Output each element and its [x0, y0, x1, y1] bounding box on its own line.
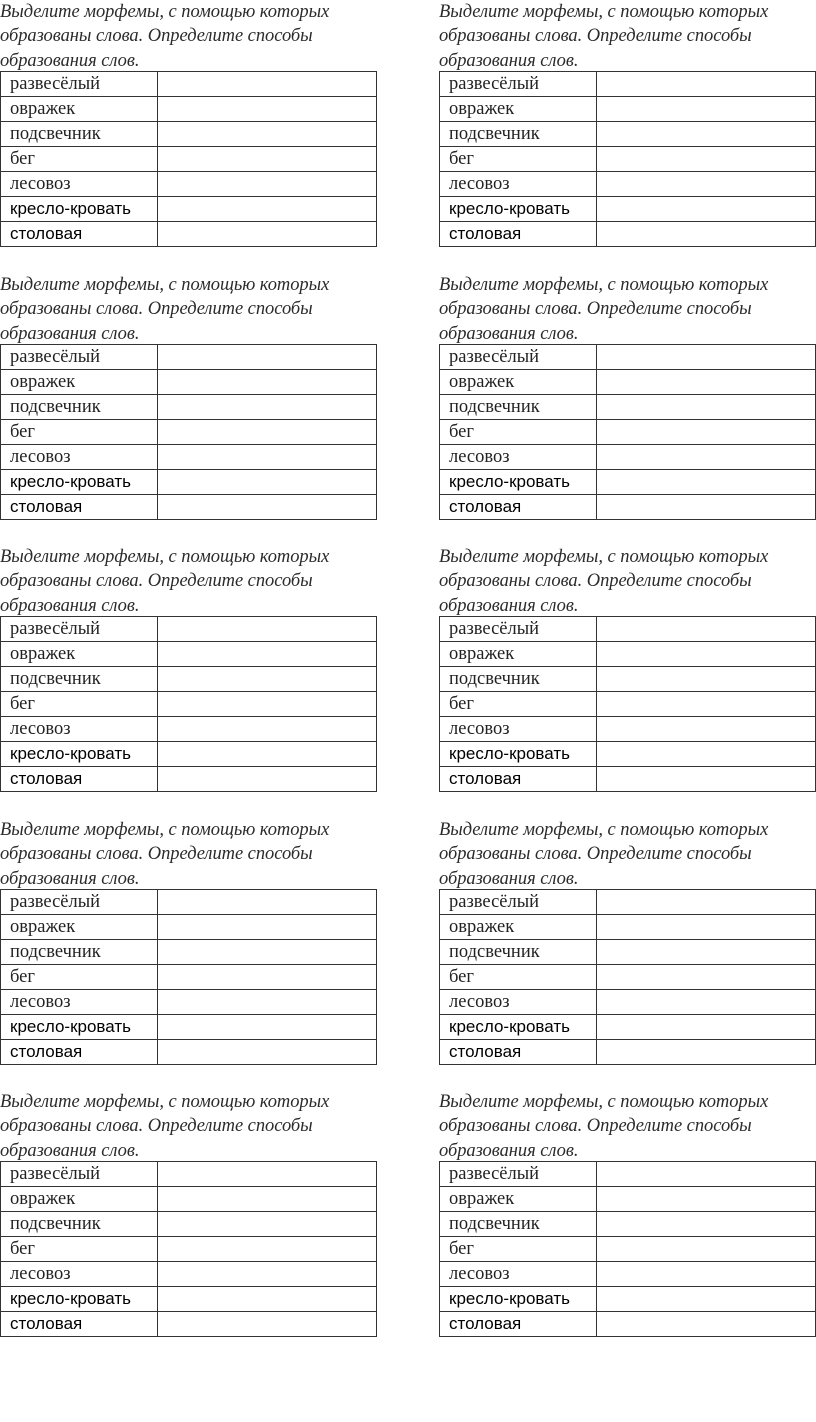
- word-row: [440, 890, 816, 915]
- word-row: [1, 172, 377, 197]
- word-table: [0, 1161, 377, 1337]
- word-row: [440, 1212, 816, 1237]
- word-cell: бег: [440, 965, 597, 990]
- answer-cell[interactable]: [597, 122, 816, 147]
- word-cell: подсвечник: [1, 395, 158, 420]
- word-cell: бег: [440, 692, 597, 717]
- answer-cell[interactable]: [597, 617, 816, 642]
- word-cell: овражек: [440, 915, 597, 940]
- word-row: [440, 345, 816, 370]
- word-row: [440, 965, 816, 990]
- word-cell: развесёлый: [440, 1162, 597, 1187]
- word-cell: овражек: [440, 97, 597, 122]
- word-row: [440, 1237, 816, 1262]
- word-row: [440, 147, 816, 172]
- answer-cell[interactable]: [597, 470, 816, 495]
- word-row: [1, 345, 377, 370]
- instruction-text: Выделите морфемы, с помощью которых образованы слова. Определите способы образования слов.: [0, 820, 330, 889]
- word-cell: овражек: [440, 642, 597, 667]
- word-cell: столовая: [1, 767, 158, 792]
- answer-cell[interactable]: [158, 1187, 377, 1212]
- exercise-card-2-left: [0, 273, 378, 520]
- word-cell: подсвечник: [440, 667, 597, 692]
- word-row: [1, 1040, 377, 1065]
- answer-cell[interactable]: [597, 1212, 816, 1237]
- exercise-card-4-left: [0, 818, 378, 1065]
- word-cell: кресло-кровать: [440, 1287, 597, 1312]
- word-row: [1, 395, 377, 420]
- word-cell: подсвечник: [1, 667, 158, 692]
- word-cell: подсвечник: [440, 1212, 597, 1237]
- word-cell: бег: [440, 147, 597, 172]
- word-row: [1, 147, 377, 172]
- answer-cell[interactable]: [158, 742, 377, 767]
- word-cell: столовая: [440, 1040, 597, 1065]
- word-row: [440, 990, 816, 1015]
- word-table: [439, 616, 816, 792]
- word-row: [440, 617, 816, 642]
- word-cell: овражек: [1, 97, 158, 122]
- word-cell: бег: [440, 1237, 597, 1262]
- word-table: [0, 344, 377, 520]
- answer-cell[interactable]: [597, 395, 816, 420]
- answer-cell[interactable]: [597, 445, 816, 470]
- word-row: [1, 1312, 377, 1337]
- word-row: [440, 915, 816, 940]
- word-cell: бег: [1, 965, 158, 990]
- word-cell: бег: [1, 147, 158, 172]
- word-row: [440, 172, 816, 197]
- word-row: [1, 742, 377, 767]
- word-table: [0, 616, 377, 792]
- word-row: [1, 890, 377, 915]
- word-row: [440, 370, 816, 395]
- answer-cell[interactable]: [597, 642, 816, 667]
- word-row: [440, 470, 816, 495]
- answer-cell[interactable]: [597, 940, 816, 965]
- word-row: [1, 97, 377, 122]
- word-cell: овражек: [1, 370, 158, 395]
- word-row: [1, 222, 377, 247]
- word-table: [439, 71, 816, 247]
- instruction-text: Выделите морфемы, с помощью которых образованы слова. Определите способы образования слов.: [439, 275, 769, 344]
- word-row: [1, 445, 377, 470]
- answer-cell[interactable]: [158, 1237, 377, 1262]
- answer-cell[interactable]: [597, 147, 816, 172]
- answer-cell[interactable]: [597, 1187, 816, 1212]
- word-row: [1, 1187, 377, 1212]
- answer-cell[interactable]: [158, 767, 377, 792]
- answer-cell[interactable]: [158, 1287, 377, 1312]
- word-cell: столовая: [440, 495, 597, 520]
- exercise-card-3-right: [439, 545, 816, 792]
- word-cell: кресло-кровать: [1, 1287, 158, 1312]
- word-row: [1, 717, 377, 742]
- word-row: [440, 1262, 816, 1287]
- word-cell: лесовоз: [1, 1262, 158, 1287]
- exercise-card-4-right: [439, 818, 816, 1065]
- answer-cell[interactable]: [597, 420, 816, 445]
- answer-cell[interactable]: [158, 420, 377, 445]
- answer-cell[interactable]: [597, 717, 816, 742]
- word-cell: кресло-кровать: [440, 470, 597, 495]
- word-row: [1, 1287, 377, 1312]
- answer-cell[interactable]: [597, 222, 816, 247]
- word-row: [440, 72, 816, 97]
- answer-cell[interactable]: [158, 717, 377, 742]
- word-row: [1, 1162, 377, 1187]
- word-cell: развесёлый: [1, 1162, 158, 1187]
- answer-cell[interactable]: [597, 197, 816, 222]
- word-cell: лесовоз: [1, 172, 158, 197]
- word-cell: столовая: [1, 495, 158, 520]
- answer-cell[interactable]: [597, 1015, 816, 1040]
- word-row: [1, 965, 377, 990]
- answer-cell[interactable]: [597, 1040, 816, 1065]
- word-cell: развесёлый: [1, 617, 158, 642]
- word-cell: кресло-кровать: [1, 470, 158, 495]
- word-cell: подсвечник: [440, 940, 597, 965]
- word-row: [440, 1287, 816, 1312]
- answer-cell[interactable]: [158, 1162, 377, 1187]
- word-cell: овражек: [1, 915, 158, 940]
- word-row: [1, 370, 377, 395]
- word-cell: развесёлый: [440, 345, 597, 370]
- word-row: [1, 197, 377, 222]
- instruction-text: Выделите морфемы, с помощью которых образованы слова. Определите способы образования слов.: [439, 547, 769, 616]
- answer-cell[interactable]: [597, 495, 816, 520]
- word-row: [1, 495, 377, 520]
- answer-cell[interactable]: [597, 172, 816, 197]
- word-row: [1, 940, 377, 965]
- word-cell: лесовоз: [440, 172, 597, 197]
- word-cell: кресло-кровать: [440, 1015, 597, 1040]
- word-row: [440, 1312, 816, 1337]
- instruction-text: Выделите морфемы, с помощью которых образованы слова. Определите способы образования слов.: [439, 1092, 769, 1161]
- answer-cell[interactable]: [158, 990, 377, 1015]
- word-cell: подсвечник: [1, 1212, 158, 1237]
- answer-cell[interactable]: [158, 222, 377, 247]
- word-row: [1, 122, 377, 147]
- word-cell: овражек: [1, 1187, 158, 1212]
- word-cell: лесовоз: [440, 1262, 597, 1287]
- word-cell: столовая: [1, 1312, 158, 1337]
- answer-cell[interactable]: [158, 97, 377, 122]
- word-cell: лесовоз: [440, 717, 597, 742]
- word-cell: столовая: [440, 767, 597, 792]
- answer-cell[interactable]: [158, 915, 377, 940]
- answer-cell[interactable]: [597, 692, 816, 717]
- word-cell: бег: [440, 420, 597, 445]
- answer-cell[interactable]: [158, 1212, 377, 1237]
- word-cell: лесовоз: [1, 990, 158, 1015]
- word-table: [0, 889, 377, 1065]
- exercise-card-3-left: [0, 545, 378, 792]
- word-row: [1, 667, 377, 692]
- word-row: [440, 1040, 816, 1065]
- answer-cell[interactable]: [158, 395, 377, 420]
- answer-cell[interactable]: [158, 72, 377, 97]
- word-cell: развесёлый: [440, 890, 597, 915]
- word-row: [1, 915, 377, 940]
- word-row: [440, 420, 816, 445]
- word-row: [440, 495, 816, 520]
- word-row: [440, 692, 816, 717]
- answer-cell[interactable]: [158, 890, 377, 915]
- word-row: [1, 1212, 377, 1237]
- word-row: [1, 642, 377, 667]
- word-table: [439, 1161, 816, 1337]
- word-cell: столовая: [1, 1040, 158, 1065]
- exercise-card-5-left: [0, 1090, 378, 1337]
- word-cell: кресло-кровать: [1, 1015, 158, 1040]
- instruction-text: Выделите морфемы, с помощью которых образованы слова. Определите способы образования слов.: [0, 2, 330, 71]
- answer-cell[interactable]: [158, 1040, 377, 1065]
- word-row: [1, 420, 377, 445]
- answer-cell[interactable]: [158, 667, 377, 692]
- exercise-card-2-right: [439, 273, 816, 520]
- word-cell: овражек: [440, 370, 597, 395]
- answer-cell[interactable]: [597, 97, 816, 122]
- answer-cell[interactable]: [597, 742, 816, 767]
- word-row: [440, 717, 816, 742]
- word-cell: овражек: [1, 642, 158, 667]
- word-cell: кресло-кровать: [1, 742, 158, 767]
- answer-cell[interactable]: [158, 692, 377, 717]
- word-cell: лесовоз: [1, 445, 158, 470]
- answer-cell[interactable]: [597, 345, 816, 370]
- word-row: [440, 642, 816, 667]
- word-row: [440, 1162, 816, 1187]
- instruction-text: Выделите морфемы, с помощью которых образованы слова. Определите способы образования слов.: [0, 275, 330, 344]
- word-row: [440, 1015, 816, 1040]
- word-row: [1, 990, 377, 1015]
- answer-cell[interactable]: [158, 370, 377, 395]
- answer-cell[interactable]: [158, 172, 377, 197]
- word-row: [1, 1015, 377, 1040]
- answer-cell[interactable]: [158, 940, 377, 965]
- answer-cell[interactable]: [158, 147, 377, 172]
- answer-cell[interactable]: [597, 1162, 816, 1187]
- word-row: [440, 122, 816, 147]
- word-table: [439, 344, 816, 520]
- word-cell: лесовоз: [440, 990, 597, 1015]
- exercise-card-1-left: [0, 0, 378, 247]
- answer-cell[interactable]: [158, 495, 377, 520]
- word-row: [440, 197, 816, 222]
- answer-cell[interactable]: [597, 1237, 816, 1262]
- word-row: [440, 97, 816, 122]
- answer-cell[interactable]: [158, 345, 377, 370]
- word-cell: кресло-кровать: [440, 742, 597, 767]
- word-row: [440, 742, 816, 767]
- answer-cell[interactable]: [158, 642, 377, 667]
- word-row: [440, 940, 816, 965]
- word-row: [440, 222, 816, 247]
- word-row: [440, 767, 816, 792]
- answer-cell[interactable]: [597, 890, 816, 915]
- instruction-text: Выделите морфемы, с помощью которых образованы слова. Определите способы образования слов.: [0, 547, 330, 616]
- word-cell: подсвечник: [440, 395, 597, 420]
- answer-cell[interactable]: [158, 965, 377, 990]
- word-row: [440, 667, 816, 692]
- answer-cell[interactable]: [597, 990, 816, 1015]
- answer-cell[interactable]: [597, 667, 816, 692]
- answer-cell[interactable]: [158, 470, 377, 495]
- word-cell: кресло-кровать: [1, 197, 158, 222]
- answer-cell[interactable]: [158, 197, 377, 222]
- word-row: [440, 445, 816, 470]
- word-cell: подсвечник: [1, 940, 158, 965]
- answer-cell[interactable]: [597, 965, 816, 990]
- answer-cell[interactable]: [597, 915, 816, 940]
- word-row: [1, 767, 377, 792]
- answer-cell[interactable]: [597, 72, 816, 97]
- word-cell: развесёлый: [1, 72, 158, 97]
- word-cell: столовая: [440, 222, 597, 247]
- word-cell: подсвечник: [440, 122, 597, 147]
- instruction-text: Выделите морфемы, с помощью которых образованы слова. Определите способы образования слов.: [0, 1092, 330, 1161]
- word-row: [1, 617, 377, 642]
- word-cell: развесёлый: [1, 890, 158, 915]
- answer-cell[interactable]: [597, 767, 816, 792]
- word-row: [1, 470, 377, 495]
- word-cell: бег: [1, 692, 158, 717]
- answer-cell[interactable]: [158, 1015, 377, 1040]
- answer-cell[interactable]: [597, 370, 816, 395]
- answer-cell[interactable]: [158, 617, 377, 642]
- exercise-card-5-right: [439, 1090, 816, 1337]
- word-cell: развесёлый: [440, 72, 597, 97]
- word-row: [440, 395, 816, 420]
- word-cell: подсвечник: [1, 122, 158, 147]
- instruction-text: Выделите морфемы, с помощью которых образованы слова. Определите способы образования слов.: [439, 2, 769, 71]
- word-cell: бег: [1, 420, 158, 445]
- word-row: [440, 1187, 816, 1212]
- word-row: [1, 1237, 377, 1262]
- answer-cell[interactable]: [597, 1262, 816, 1287]
- answer-cell[interactable]: [158, 1312, 377, 1337]
- answer-cell[interactable]: [158, 122, 377, 147]
- word-cell: столовая: [1, 222, 158, 247]
- word-row: [1, 1262, 377, 1287]
- word-cell: бег: [1, 1237, 158, 1262]
- word-row: [1, 692, 377, 717]
- word-cell: овражек: [440, 1187, 597, 1212]
- word-cell: кресло-кровать: [440, 197, 597, 222]
- word-cell: развесёлый: [440, 617, 597, 642]
- word-cell: развесёлый: [1, 345, 158, 370]
- word-cell: лесовоз: [1, 717, 158, 742]
- word-cell: лесовоз: [440, 445, 597, 470]
- instruction-text: Выделите морфемы, с помощью которых образованы слова. Определите способы образования слов.: [439, 820, 769, 889]
- word-table: [439, 889, 816, 1065]
- answer-cell[interactable]: [158, 445, 377, 470]
- answer-cell[interactable]: [597, 1312, 816, 1337]
- answer-cell[interactable]: [597, 1287, 816, 1312]
- exercise-card-1-right: [439, 0, 816, 247]
- word-row: [1, 72, 377, 97]
- word-table: [0, 71, 377, 247]
- word-cell: столовая: [440, 1312, 597, 1337]
- answer-cell[interactable]: [158, 1262, 377, 1287]
